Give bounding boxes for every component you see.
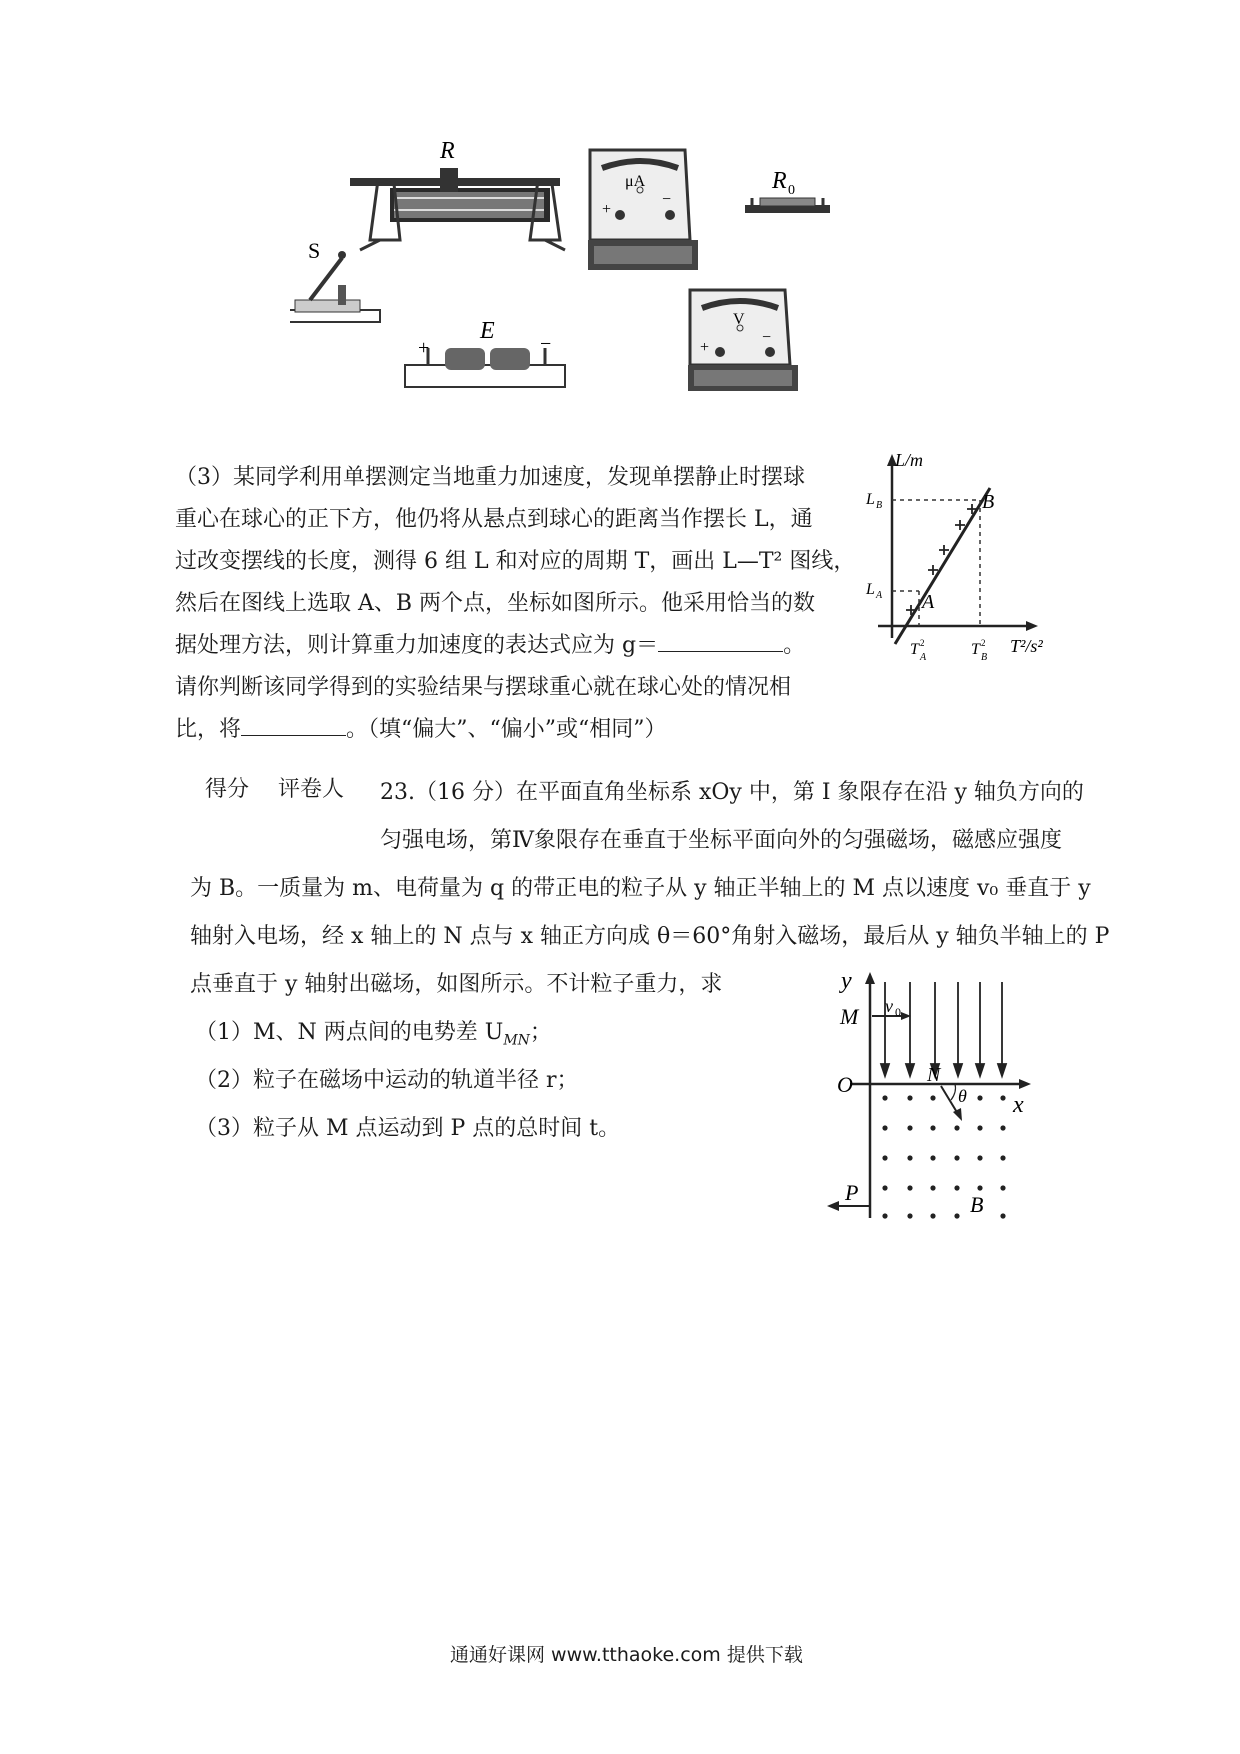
q23-line-3: 为 B。一质量为 m、电荷量为 q 的带正电的粒子从 y 轴正半轴上的 M 点以速度 v₀ 垂直于 y xyxy=(190,876,1091,901)
resistor-r0-icon xyxy=(745,198,830,213)
q23-subq-2: （2）粒子在磁场中运动的轨道半径 r； xyxy=(195,1068,579,1093)
microammeter-minus: − xyxy=(662,191,672,208)
graph-la-label: L xyxy=(866,581,875,598)
voltmeter-minus: − xyxy=(762,329,772,346)
score-label: 得分 xyxy=(205,777,250,802)
graph-data-markers xyxy=(906,504,977,615)
q23-line-4: 轴射入电场，经 x 轴上的 N 点与 x 轴正方向成 θ＝60°角射入磁场，最后从 y 轴负半轴上的 P xyxy=(190,924,1110,949)
graph-ta-label: T xyxy=(910,641,919,658)
q23-line-2: 匀强电场，第Ⅳ象限存在垂直于坐标平面向外的匀强磁场，磁感应强度 xyxy=(380,828,1062,853)
resistor-label-sub: 0 xyxy=(788,183,795,198)
l-t2-graph xyxy=(840,448,1070,674)
q3-line-7-tail: 。（填“偏大”、“偏小”或“相同”） xyxy=(346,717,667,742)
answer-blank-g[interactable] xyxy=(658,631,783,652)
graph-tb-sup: 2 xyxy=(981,638,986,648)
circuit-apparatus-figure xyxy=(290,140,970,450)
graph-y-axis-label: L/m xyxy=(895,450,924,470)
battery-label: E xyxy=(480,318,495,344)
q3-line-6: 请你判断该同学得到的实验结果与摆球重心就在球心处的情况相 xyxy=(175,675,792,700)
graph-ta-sup: 2 xyxy=(920,638,925,648)
field-v0-label: v xyxy=(885,996,893,1016)
field-y-label: y xyxy=(841,968,852,994)
field-v0-sub: 0 xyxy=(895,1005,901,1019)
q23-subq-1-text: （1）M、N 两点间的电势差 U xyxy=(195,1020,504,1045)
resistor-label: R xyxy=(772,168,787,194)
q23-subq-1-tail: ； xyxy=(529,1020,552,1045)
q3-line-5 xyxy=(175,631,805,661)
graph-point-b: B xyxy=(982,491,995,513)
voltmeter-plus: + xyxy=(700,339,710,356)
grader-label: 评卷人 xyxy=(278,777,345,802)
q23-line-5: 点垂直于 y 轴射出磁场，如图所示。不计粒子重力，求 xyxy=(190,972,723,997)
page-footer: 通通好课网 www.tthaoke.com 提供下载 xyxy=(450,1644,803,1666)
graph-tb-label: T xyxy=(971,641,980,658)
graph-lb-label: L xyxy=(866,491,875,508)
n-velocity-arrowhead xyxy=(953,1108,962,1121)
battery-minus: − xyxy=(540,333,552,355)
q3-line-1: （3）某同学利用单摆测定当地重力加速度，发现单摆静止时摆球 xyxy=(175,465,805,490)
microammeter-unit: μA xyxy=(625,173,646,190)
switch-icon xyxy=(290,251,380,322)
field-theta-label: θ xyxy=(958,1086,967,1106)
field-p-label: P xyxy=(845,1180,859,1205)
q3-line-7-text: 比，将 xyxy=(175,717,242,742)
q23-subq-3: （3）粒子从 M 点运动到 P 点的总时间 t。 xyxy=(195,1116,621,1141)
field-b-label: B xyxy=(970,1192,984,1217)
q3-line-5-tail: 。 xyxy=(783,633,806,658)
q23-subq-1 xyxy=(195,1018,552,1055)
field-m-label: M xyxy=(840,1004,859,1029)
switch-label: S xyxy=(308,238,321,263)
field-y-arrow xyxy=(865,972,875,984)
q3-line-2: 重心在球心的正下方，他仍将从悬点到球心的距离当作摆长 L，通 xyxy=(175,507,813,532)
field-origin-label: O xyxy=(837,1072,853,1097)
q3-line-5-text: 据处理方法，则计算重力加速度的表达式应为 g＝ xyxy=(175,633,659,658)
battery-plus: + xyxy=(418,337,430,359)
voltmeter-unit: V xyxy=(733,311,745,328)
q3-line-3: 过改变摆线的长度，测得 6 组 L 和对应的周期 T，画出 L—T² 图线， xyxy=(175,549,856,574)
graph-point-a: A xyxy=(922,591,935,613)
magnetic-field-dots xyxy=(882,1095,1005,1218)
graph-tb-sub: B xyxy=(981,652,988,663)
graph-fit-line xyxy=(895,488,990,644)
q3-line-4: 然后在图线上选取 A、B 两个点，坐标如图所示。他采用恰当的数 xyxy=(175,591,816,616)
q3-line-7 xyxy=(175,715,667,745)
graph-x-arrow xyxy=(1026,621,1038,631)
graph-lb-sub: B xyxy=(876,500,883,511)
rheostat-label: R xyxy=(440,140,455,164)
microammeter-plus: + xyxy=(602,201,612,218)
graph-ta-sub: A xyxy=(920,652,927,663)
q23-subq-1-sub: MN xyxy=(503,1032,530,1049)
q23-line-1: 23.（16 分）在平面直角坐标系 xOy 中，第 Ⅰ 象限存在沿 y 轴负方向的 xyxy=(380,780,1084,805)
field-x-arrow xyxy=(1019,1079,1031,1089)
p-exit-arrowhead xyxy=(827,1201,839,1211)
field-n-label: N xyxy=(927,1064,941,1086)
rheostat-icon xyxy=(350,168,565,250)
graph-la-sub: A xyxy=(876,590,883,601)
field-diagram xyxy=(815,968,1040,1228)
answer-blank-comparison[interactable] xyxy=(241,715,346,736)
graph-x-axis-label: T²/s² xyxy=(1010,636,1043,656)
field-x-label: x xyxy=(1013,1092,1024,1118)
theta-arc xyxy=(951,1084,956,1100)
electric-field-lines xyxy=(881,982,1006,1076)
